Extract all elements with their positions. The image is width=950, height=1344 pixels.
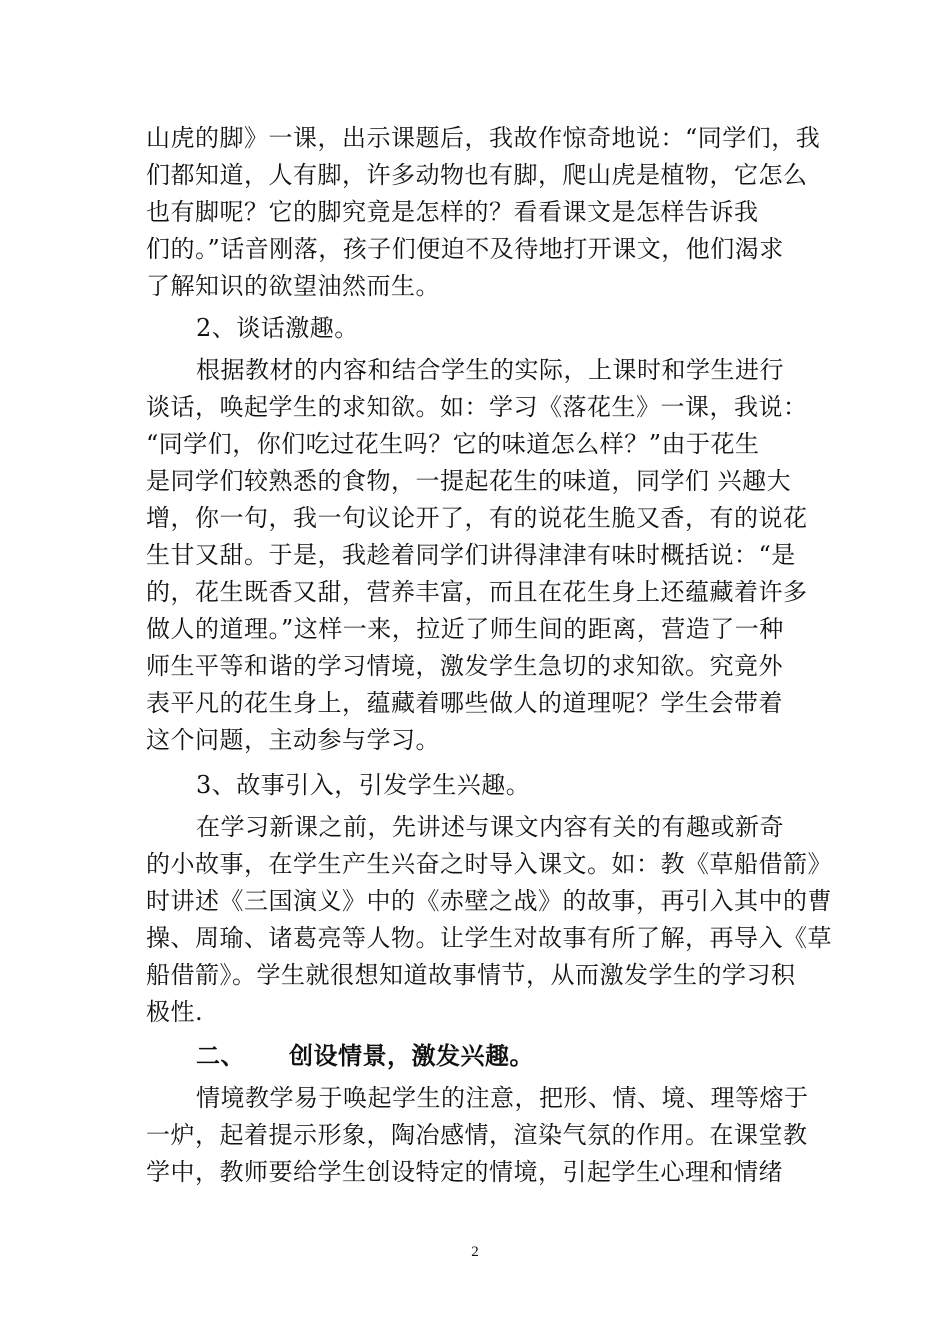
text-line: 是同学们较熟悉的食物，一提起花生的味道，同学们 兴趣大	[146, 467, 792, 495]
text-line: 表平凡的花生身上，蕴藏着哪些做人的道理呢？学生会带着	[146, 689, 783, 717]
text-line: 时讲述《三国演义》中的《赤壁之战》的故事，再引入其中的曹	[146, 887, 832, 915]
text-line: 们的。”话音刚落，孩子们便迫不及待地打开课文，他们渴求	[146, 235, 784, 263]
text-line: 根据教材的内容和结合学生的实际，上课时和学生进行	[196, 356, 784, 384]
text-line: 增，你一句，我一句议论开了，有的说花生脆又香，有的说花	[146, 504, 808, 532]
section-heading-number: 二、	[196, 1041, 245, 1070]
text-line: 的，花生既香又甜，营养丰富，而且在花生身上还蕴藏着许多	[146, 578, 808, 606]
text-line: 生甘又甜。于是，我趁着同学们讲得津津有味时概括说：“是	[146, 541, 796, 569]
page-number: 2	[471, 1244, 479, 1260]
text-line: 也有脚呢？它的脚究竟是怎样的？看看课文是怎样告诉我	[146, 198, 759, 226]
text-line: 学中，教师要给学生创设特定的情境，引起学生心理和情绪	[146, 1158, 783, 1186]
text-line: 极性.	[146, 998, 204, 1026]
text-line: 这个问题，主动参与学习。	[146, 726, 440, 754]
text-line: “同学们，你们吃过花生吗？它的味道怎么样？”由于花生	[146, 430, 760, 458]
text-line: 船借箭》。学生就很想知道故事情节，从而激发学生的学习积	[146, 961, 796, 989]
section-heading	[196, 1038, 856, 1074]
text-line: 操、周瑜、诸葛亮等人物。让学生对故事有所了解，再导入《草	[146, 924, 832, 952]
text-line: 师生平等和谐的学习情境，激发学生急切的求知欲。究竟外	[146, 652, 783, 680]
text-line: 在学习新课之前，先讲述与课文内容有关的有趣或新奇	[196, 813, 784, 841]
text-line: 山虎的脚》一课，出示课题后，我故作惊奇地说：“同学们，我	[146, 124, 821, 152]
text-line: 情境教学易于唤起学生的注意，把形、情、境、理等熔于	[196, 1084, 809, 1112]
section-subheading: 2、谈话激趣。	[196, 314, 359, 342]
text-line: 们都知道，人有脚，许多动物也有脚，爬山虎是植物，它怎么	[146, 161, 808, 189]
text-line: 一炉，起着提示形象，陶冶感情，渲染气氛的作用。在课堂教	[146, 1121, 808, 1149]
text-line: 了解知识的欲望油然而生。	[146, 272, 440, 300]
text-line: 的小故事，在学生产生兴奋之时导入课文。如：教《草船借箭》	[146, 850, 832, 878]
section-heading-text: 创设情景，激发兴趣。	[289, 1041, 534, 1070]
text-line: 做人的道理。”这样一来，拉近了师生间的距离，营造了一种	[146, 615, 784, 643]
section-subheading: 3、故事引入，引发学生兴趣。	[196, 771, 531, 799]
text-line: 谈话，唤起学生的求知欲。如：学习《落花生》一课，我说：	[146, 393, 808, 421]
